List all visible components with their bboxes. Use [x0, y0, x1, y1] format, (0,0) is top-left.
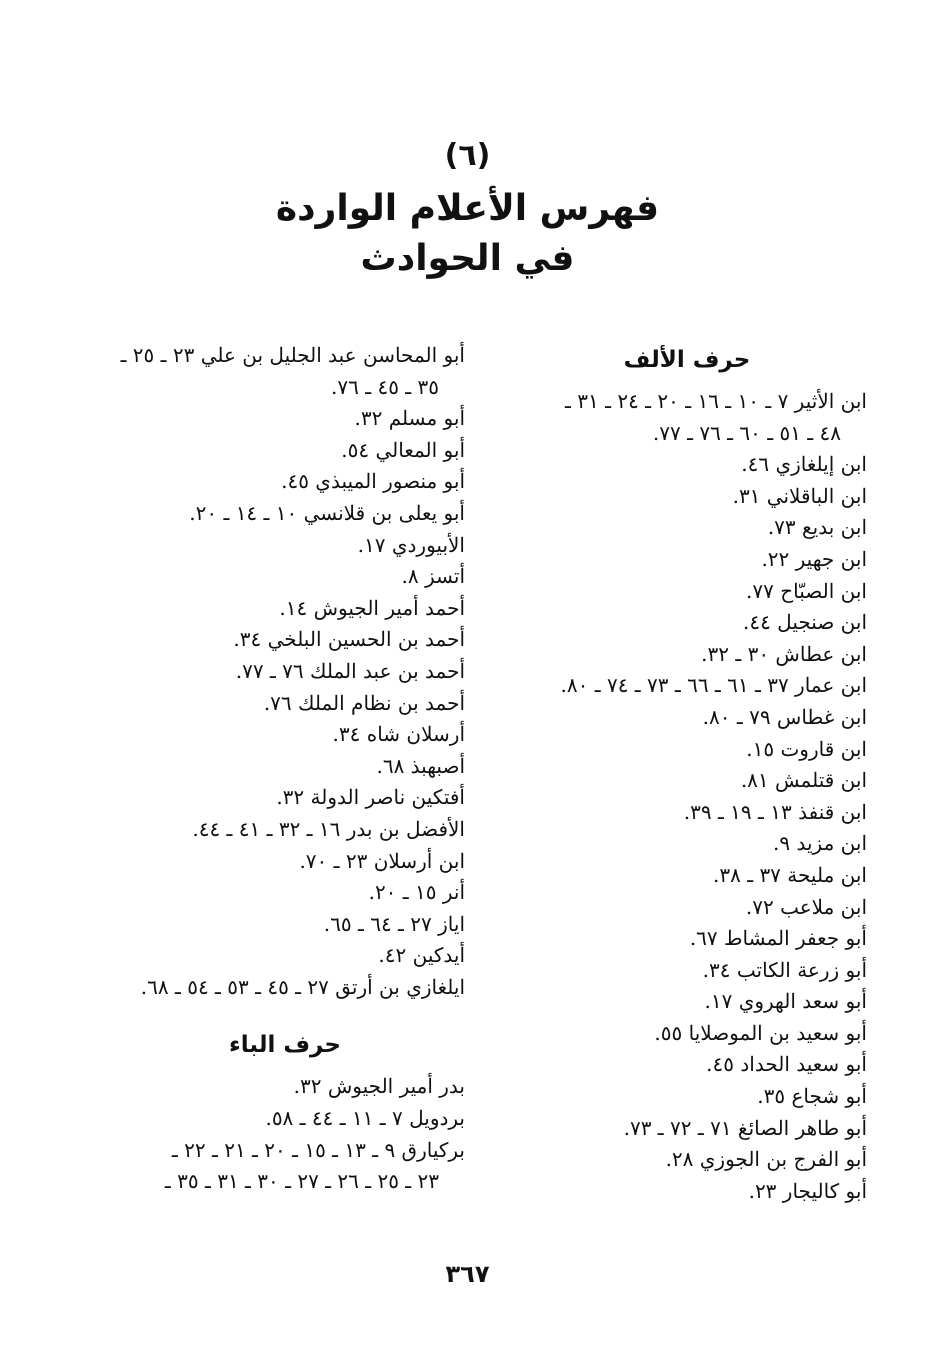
index-entry: أحمد بن نظام الملك ٧٦. — [263, 690, 465, 715]
index-entry: ابن الباقلاني ٣١. — [732, 483, 867, 508]
index-entry: ابن قنفذ ١٣ ـ ١٩ ـ ٣٩. — [683, 799, 867, 824]
index-entry: ابن ملاعب ٧٢. — [745, 894, 867, 919]
index-entry: أبو جعفر المشاط ٦٧. — [689, 926, 867, 951]
index-entry: أبو كاليجار ٢٣. — [748, 1178, 867, 1203]
index-entry: أبو سعد الهروي ١٧. — [704, 989, 867, 1014]
index-entry: ابن قاروت ١٥. — [746, 736, 867, 761]
index-entry: ابن عطاش ٣٠ ـ ٣٢. — [701, 641, 867, 666]
index-entry: بردويل ٧ ـ ١١ ـ ٤٤ ـ ٥٨. — [265, 1106, 465, 1131]
page-subtitle: في الحوادث — [360, 238, 575, 279]
index-entry: أبو طاهر الصائغ ٧١ ـ ٧٢ ـ ٧٣. — [623, 1115, 867, 1140]
index-entry: ابن إيلغازي ٤٦. — [741, 452, 867, 477]
index-entry: أبو المعالي ٥٤. — [341, 437, 465, 462]
index-entry: أبو زرعة الكاتب ٣٤. — [702, 957, 867, 982]
index-entry: أبو سعيد بن الموصلايا ٥٥. — [654, 1020, 867, 1045]
index-entry: أبو الفرج بن الجوزي ٢٨. — [665, 1147, 867, 1172]
left-column — [105, 340, 465, 1198]
index-entry: ابن عمار ٣٧ ـ ٦١ ـ ٦٦ ـ ٧٣ ـ ٧٤ ـ ٨٠. — [560, 673, 867, 698]
index-entry: ابن مليحة ٣٧ ـ ٣٨. — [713, 862, 867, 887]
index-entry: أبو شجاع ٣٥. — [757, 1084, 867, 1109]
index-entry: ابن صنجيل ٤٤. — [742, 610, 867, 635]
index-entry: الأبيوردي ١٧. — [357, 532, 465, 557]
index-entry: اياز ٢٧ ـ ٦٤ ـ ٦٥. — [323, 911, 465, 936]
index-entry: أبو مسلم ٣٢. — [354, 406, 465, 431]
letter-heading-ba: حرف الباء — [229, 1032, 341, 1059]
index-entry: ابن أرسلان ٢٣ ـ ٧٠. — [299, 848, 465, 873]
index-entry: أحمد بن عبد الملك ٧٦ ـ ٧٧. — [235, 658, 465, 683]
index-entry: أبو سعيد الحداد ٤٥. — [706, 1052, 867, 1077]
right-column — [507, 340, 867, 1207]
index-entry: أرسلان شاه ٣٤. — [332, 722, 465, 747]
letter-heading-alif: حرف الألف — [623, 347, 751, 373]
index-entry: أيدكين ٤٢. — [378, 943, 465, 968]
index-entry: ابن قتلمش ٨١. — [740, 768, 867, 793]
index-entry: أصبهبذ ٦٨. — [376, 753, 465, 778]
page-title: فهرس الأعلام الواردة — [275, 188, 660, 229]
index-entry: الأفضل بن بدر ١٦ ـ ٣٢ ـ ٤١ ـ ٤٤. — [192, 816, 465, 841]
index-entry: ابن غطاس ٧٩ ـ ٨٠. — [702, 704, 867, 729]
index-entry: أبو المحاسن عبد الجليل بن علي ٢٣ ـ ٢٥ ـ ٣٥ ـ ٤٥ ـ ٧٦. — [120, 343, 465, 399]
index-entry: بدر أمير الجيوش ٣٢. — [293, 1074, 465, 1099]
section-spacer — [105, 1003, 465, 1025]
index-entry: ابن جهير ٢٢. — [761, 546, 867, 571]
index-entry: ابن مزيد ٩. — [773, 831, 867, 856]
index-entry: ابن الصبّاح ٧٧. — [746, 578, 867, 603]
index-entry: ايلغازي بن أرتق ٢٧ ـ ٤٥ ـ ٥٣ ـ ٥٤ ـ ٦٨. — [140, 974, 465, 999]
index-entry: أحمد أمير الجيوش ١٤. — [279, 595, 465, 620]
index-entry: بركيارق ٩ ـ ١٣ ـ ١٥ ـ ٢٠ ـ ٢١ ـ ٢٢ ـ ٢٣ ـ ٢٥ ـ ٢٦ ـ ٢٧ ـ ٣٠ ـ ٣١ ـ ٣٥ ـ — [164, 1137, 465, 1194]
index-entry: أنر ١٥ ـ ٢٠. — [368, 880, 465, 905]
page-number: ٣٦٧ — [445, 1260, 490, 1288]
index-entry: ابن بديع ٧٣. — [767, 515, 867, 540]
section-number: (٦) — [444, 138, 491, 173]
index-entry: أبو يعلى بن قلانسي ١٠ ـ ١٤ ـ ٢٠. — [189, 500, 465, 525]
index-entry: أفتكين ناصر الدولة ٣٢. — [276, 785, 465, 810]
index-entry: ابن الأثير ٧ ـ ١٠ ـ ١٦ ـ ٢٠ ـ ٢٤ ـ ٣١ ـ ٤٨ ـ ٥١ ـ ٦٠ ـ ٧٦ ـ ٧٧. — [565, 389, 867, 445]
index-entry: أحمد بن الحسين البلخي ٣٤. — [233, 627, 465, 652]
index-entry: أبو منصور الميبذي ٤٥. — [281, 469, 465, 494]
index-entry: أتسز ٨. — [401, 564, 465, 589]
